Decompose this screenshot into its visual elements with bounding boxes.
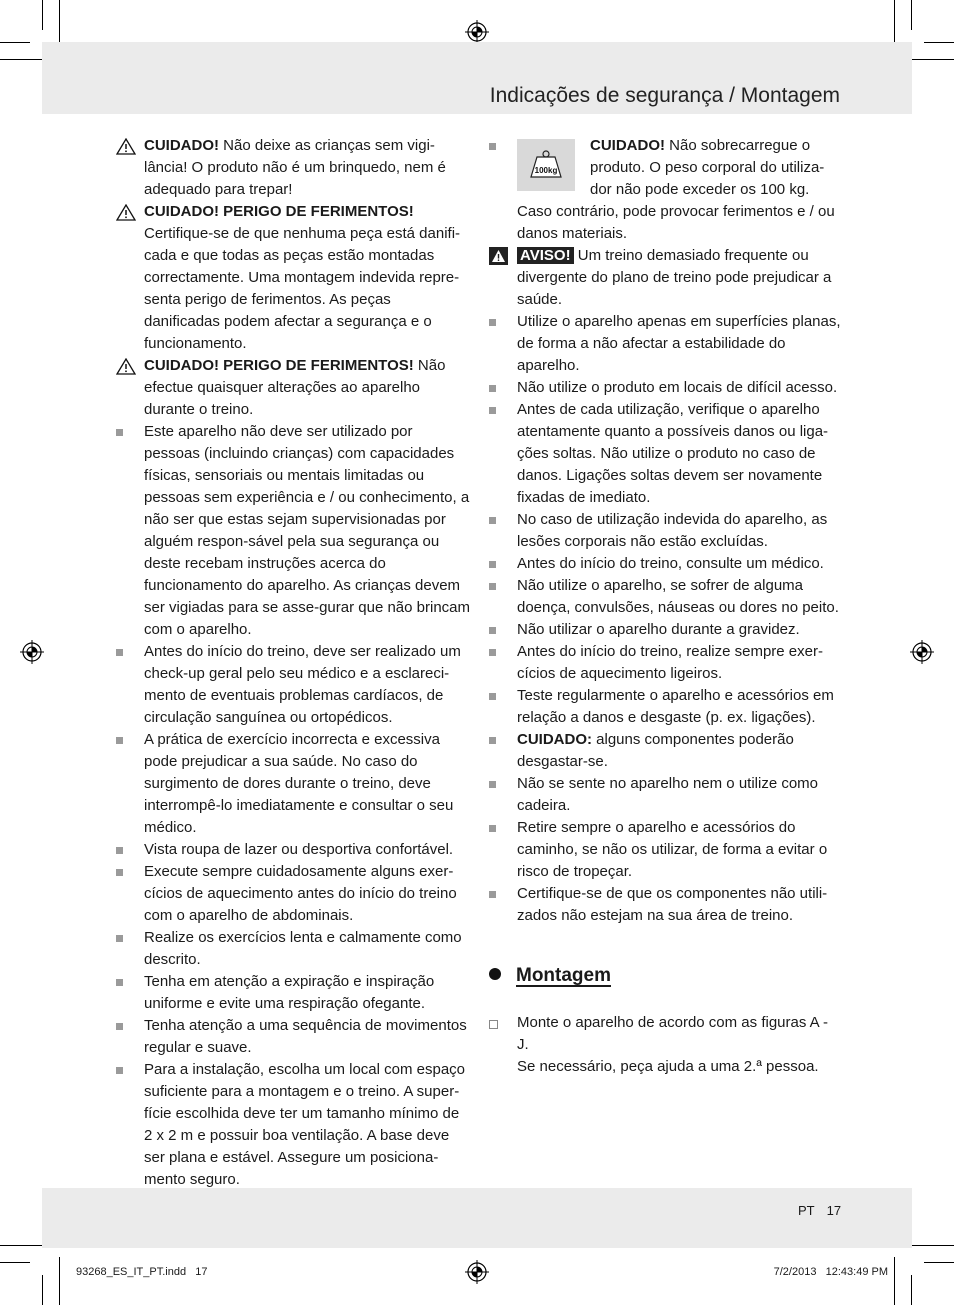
warning-title: CUIDADO! PERIGO DE FERIMENTOS! [144,203,414,220]
step-note [489,1056,843,1078]
crop-mark [894,1257,895,1305]
list-item [116,641,470,729]
bullet-square-icon [489,407,496,414]
list-item [489,553,843,575]
montagem-steps [489,1012,843,1078]
bullet-square-icon [116,649,123,656]
crop-mark [924,1262,954,1263]
page-number [798,1203,853,1218]
list-item-text: Não se sente no aparelho nem o utilize como cadeira. [517,775,819,814]
bullet-square-icon [116,737,123,744]
weight-limit-icon [517,139,575,191]
step-note-text: Se necessário, peça ajuda a uma 2.ª pessoa. [517,1058,819,1075]
warning-text: Não deixe as crianças sem vigi-lância! O produto não é um brinquedo, nem é adequado para trepar! [144,137,446,198]
crop-mark [911,0,912,30]
step-text: Monte o aparelho de acordo com as figuras A - J. [517,1014,829,1053]
list-item-text: Antes do início do treino, consulte um médico. [517,555,824,572]
warning-title: CUIDADO! [590,137,665,154]
timestamp-slug: 7/2/2013 12:43:49 PM [773,1266,888,1278]
caution-label: CUIDADO: [517,731,592,748]
crop-mark [906,1245,954,1246]
bullet-dot-icon [489,968,501,980]
bullet-square-icon [116,847,123,854]
list-item-text: Teste regularmente o aparelho e acessórios em relação a danos e desgaste (p. ex. ligações). [517,687,834,726]
bullet-square-icon [489,561,496,568]
warning-title: CUIDADO! [144,137,219,154]
list-item [116,729,470,839]
bullet-square-icon [489,385,496,392]
crop-mark [0,1262,30,1263]
warning-item [116,135,470,201]
bullet-square-icon [116,1023,123,1030]
weight-icon-label: 100kg [534,166,558,175]
list-item-text: Antes de cada utilização, verifique o aparelho atentamente quanto a possíveis danos ou liga-ções soltas. Não utilize o produto no caso de danos. Ligações soltas devem ser novamente fixadas de imediato. [517,401,829,506]
bullet-square-icon [489,583,496,590]
aviso-badge: AVISO! [517,247,574,264]
registration-mark-icon [465,1260,489,1284]
crop-mark [0,1245,48,1246]
warning-text: Não sobrecarregue o produto. O peso corporal do utiliza-dor não pode exceder os 100 kg. [590,137,825,198]
step-item [489,1012,843,1056]
bullet-square-icon [116,979,123,986]
list-item [116,1059,470,1191]
warning-triangle-icon [116,358,136,375]
warning-continuation-text: Caso contrário, pode provocar ferimentos e / ou danos materiais. [517,203,835,242]
crop-mark [0,42,30,43]
list-item [489,399,843,509]
list-item-text: A prática de exercício incorrecta e excessiva pode prejudicar a sua saúde. No caso do surgimento de dores durante o treino, deve interrompê-lo imediatamente e consultar o seu médico. [144,731,454,836]
list-item-text: alguns componentes poderão desgastar-se. [517,731,794,770]
list-item-text: Utilize o aparelho apenas em superfícies planas, de forma a não afectar a estabilidade do aparelho. [517,313,841,374]
list-item [489,773,843,817]
list-item [489,883,843,927]
list-item-text: Antes do início do treino, deve ser realizado um check-up geral pelo seu médico e a esclareci-mento de eventuais problemas cardíacos, de circulação sanguínea ou ortopédicos. [144,643,461,726]
crop-mark [911,1275,912,1305]
list-item-text: Execute sempre cuidadosamente alguns exer-cícios de aquecimento antes do início do treino com o aparelho de abdominais. [144,863,457,924]
warning-continuation [489,201,843,245]
warning-triangle-icon [116,138,136,155]
list-item-text: Para a instalação, escolha um local com espaço suficiente para a montagem e o treino. A super-fície escolhida deve ter um tamanho mínimo de 2 x 2 m e possuir boa ventilação. A base deve ser plana e estável. Assegure um posiciona-mento seguro. [144,1061,466,1188]
bullet-square-icon [489,143,496,150]
list-item [116,839,470,861]
section-heading-montagem [489,965,611,987]
list-item [116,421,470,641]
list-item-text: Não utilizar o aparelho durante a gravidez. [517,621,800,638]
crop-mark [59,0,60,48]
section-heading-text: Montagem [516,965,611,986]
bullet-square-icon [489,825,496,832]
list-item [489,685,843,729]
list-item [489,817,843,883]
list-item-text: Vista roupa de lazer ou desportiva confortável. [144,841,454,858]
list-item-text: Tenha atenção a uma sequência de movimentos regular e suave. [144,1017,467,1056]
registration-mark-icon [910,640,934,664]
warning-title: CUIDADO! PERIGO DE FERIMENTOS! [144,357,414,374]
crop-mark [906,59,954,60]
warning-text: Certifique-se de que nenhuma peça está danifi-cada e que todas as peças estão montadas correctamente. Uma montagem indevida repre-senta perigo de ferimentos. As peças danificadas podem afectar a segurança e o funcionamento. [144,225,461,352]
right-column [489,135,843,927]
file-slug: 93268_ES_IT_PT.indd 17 [76,1266,208,1278]
list-item-text: Certifique-se de que os componentes não utili-zados não estejam na sua área de treino. [517,885,828,924]
bullet-square-icon [116,429,123,436]
list-item-text: Retire sempre o aparelho e acessórios do caminho, se não os utilizar, de forma a evitar o risco de tropeçar. [517,819,828,880]
bullet-square-icon [116,935,123,942]
bullet-square-icon [116,869,123,876]
list-item [116,971,470,1015]
crop-mark [0,59,48,60]
footer-band [42,1188,912,1248]
bullet-square-icon [489,693,496,700]
aviso-item [489,245,843,311]
left-column [116,135,470,1191]
list-item [489,509,843,553]
warning-triangle-icon [116,204,136,221]
crop-mark [42,1275,43,1305]
list-item [116,1015,470,1059]
page-title: Indicações de segurança / Montagem [489,84,840,107]
list-item-text: Este aparelho não deve ser utilizado por pessoas (incluindo crianças) com capacidades físicas, sensoriais ou mentais limitadas ou pessoas sem experiência e / ou conhecimento, a não ser que estas sejam supervisionadas por alguém respon-sável pela sua segurança ou deste recebam instruções acerca do funcionamento do aparelho. As crianças devem ser vigiadas para se asse-gurar que não brincam com o aparelho. [144,423,471,638]
crop-mark [924,42,954,43]
list-item [116,861,470,927]
bullet-square-icon [489,627,496,634]
list-item [489,729,843,773]
crop-mark [42,0,43,30]
language-code: PT [798,1203,815,1218]
weight-warning-item [489,135,843,201]
warning-filled-icon [489,247,508,265]
bullet-square-icon [489,319,496,326]
registration-mark-icon [20,640,44,664]
list-item-text: Antes do início do treino, realize sempre exer-cícios de aquecimento ligeiros. [517,643,823,682]
list-item-text: No caso de utilização indevida do aparelho, as lesões corporais não estão excluídas. [517,511,828,550]
bullet-square-icon [489,649,496,656]
checkbox-square-icon [489,1020,498,1029]
page-number-value: 17 [826,1203,842,1218]
crop-mark [59,1257,60,1305]
warning-text: Não efectue quaisquer alterações ao aparelho durante o treino. [144,357,446,418]
list-item-text: Realize os exercícios lenta e calmamente como descrito. [144,929,462,968]
bullet-square-icon [489,517,496,524]
registration-mark-icon [465,20,489,44]
list-item [489,641,843,685]
warning-item [116,201,470,355]
bullet-square-icon [116,1067,123,1074]
bullet-square-icon [489,737,496,744]
list-item [489,377,843,399]
list-item-text: Não utilize o aparelho, se sofrer de alguma doença, convulsões, náuseas ou dores no peito. [517,577,839,616]
list-item-text: Não utilize o produto em locais de difícil acesso. [517,379,838,396]
list-item [489,311,843,377]
bullet-square-icon [489,781,496,788]
list-item [489,619,843,641]
bullet-square-icon [489,891,496,898]
warning-item [116,355,470,421]
list-item [489,575,843,619]
crop-mark [894,0,895,48]
list-item-text: Tenha em atenção a expiração e inspiração uniforme e evite uma respiração ofegante. [144,973,435,1012]
list-item [116,927,470,971]
aviso-text: Um treino demasiado frequente ou divergente do plano de treino pode prejudicar a saúde. [517,247,832,308]
